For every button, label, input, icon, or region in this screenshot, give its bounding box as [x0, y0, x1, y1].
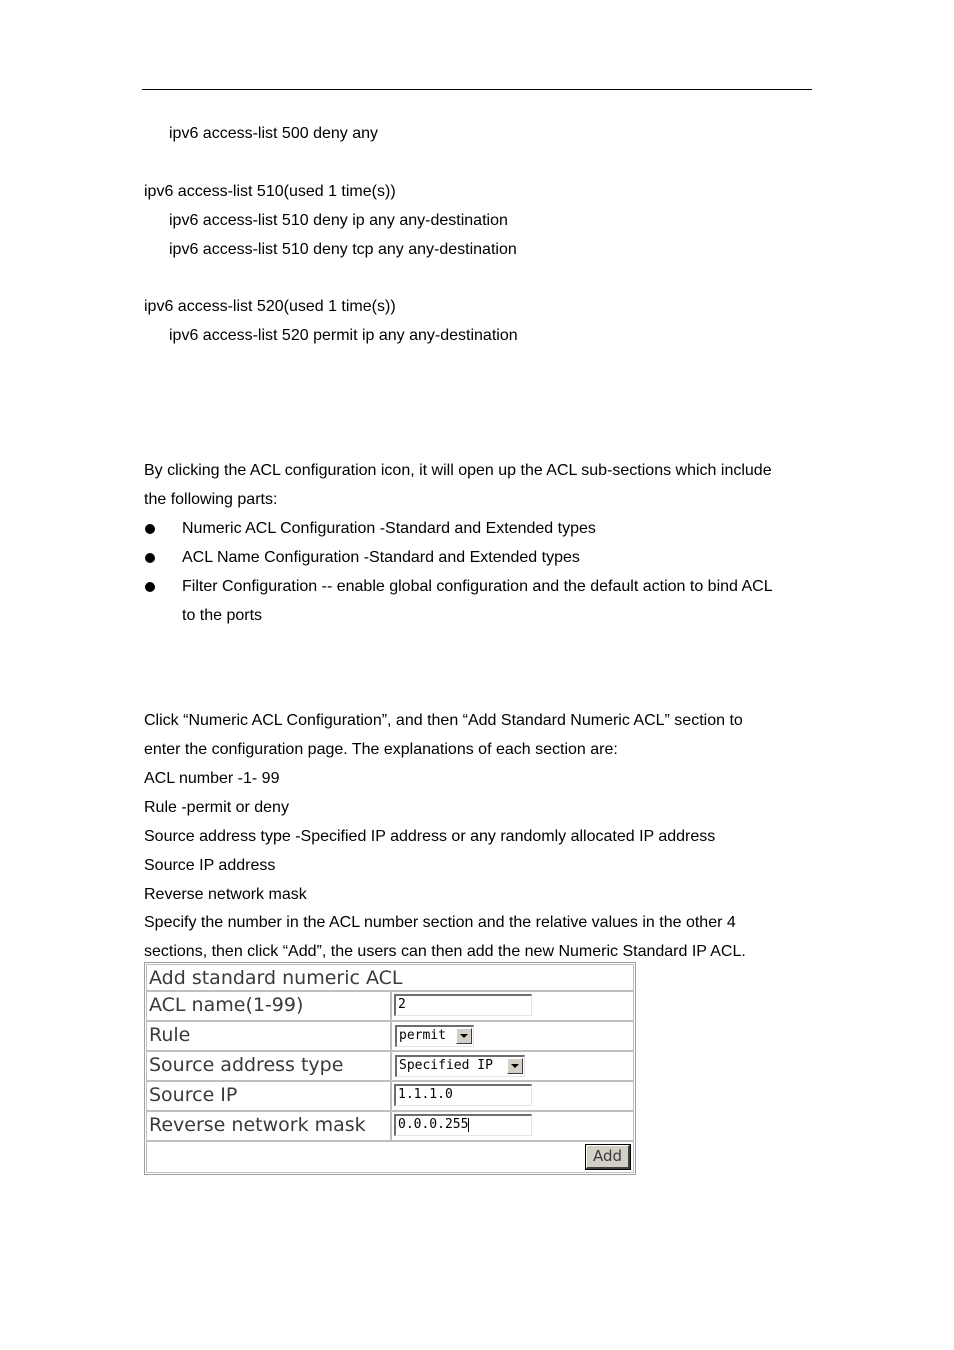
header-rule: [142, 89, 812, 90]
bullet-icon: [145, 582, 155, 592]
form-title: Add standard numeric ACL: [146, 964, 634, 991]
intro-text-line-1: By clicking the ACL configuration icon, it will open up the ACL sub-sections which include: [144, 462, 772, 479]
chevron-down-icon[interactable]: [507, 1058, 523, 1074]
code-line-510-tcp: ipv6 access-list 510 deny tcp any any-destination: [169, 241, 517, 258]
form-row-source-ip: [146, 1081, 634, 1111]
code-header-510: ipv6 access-list 510(used 1 time(s)): [144, 183, 396, 200]
source-ip-cell: [391, 1081, 634, 1111]
field-desc-source-type: Source address type -Specified IP address or any randomly allocated IP address: [144, 828, 716, 845]
form-row-source-type: [146, 1051, 634, 1081]
code-header-520: ipv6 access-list 520(used 1 time(s)): [144, 298, 396, 315]
field-desc-mask: Reverse network mask: [144, 886, 307, 903]
mask-input-value: 0.0.0.255: [398, 1117, 469, 1132]
bullet-icon: [145, 524, 155, 534]
add-standard-numeric-acl-form: [144, 962, 636, 1175]
source-ip-label: Source IP: [146, 1081, 391, 1111]
bullet-item-filter: Filter Configuration -- enable global configuration and the default action to bind ACL: [182, 578, 773, 595]
text-cursor: [468, 1118, 469, 1132]
source-type-select-value: Specified IP: [399, 1058, 493, 1073]
numeric-text-line-1: Click “Numeric ACL Configuration”, and then “Add Standard Numeric ACL” section to: [144, 712, 743, 729]
code-line-510-ip: ipv6 access-list 510 deny ip any any-destination: [169, 212, 508, 229]
numeric-text-line-4: sections, then click “Add”, the users can then add the new Numeric Standard IP ACL.: [144, 943, 746, 960]
acl-name-cell: [391, 991, 634, 1021]
form-row-acl-name: [146, 991, 634, 1021]
form-title-row: [146, 964, 634, 991]
bullet-item-acl-name: ACL Name Configuration -Standard and Extended types: [182, 549, 580, 566]
source-ip-input[interactable]: 1.1.1.0: [394, 1084, 532, 1106]
form-row-actions: [146, 1141, 634, 1173]
acl-name-label: ACL name(1-99): [146, 991, 391, 1021]
add-button[interactable]: Add: [586, 1145, 630, 1169]
numeric-text-line-3: Specify the number in the ACL number section and the relative values in the other 4: [144, 914, 736, 931]
field-desc-acl-number: ACL number -1- 99: [144, 770, 280, 787]
form-row-rule: [146, 1021, 634, 1051]
rule-select-value: permit: [399, 1028, 446, 1043]
code-line-520-ip: ipv6 access-list 520 permit ip any any-destination: [169, 327, 518, 344]
code-line-500: ipv6 access-list 500 deny any: [169, 125, 378, 142]
mask-cell: [391, 1111, 634, 1141]
acl-name-input[interactable]: 2: [394, 994, 532, 1016]
actions-cell: [146, 1141, 634, 1173]
form-row-mask: [146, 1111, 634, 1141]
source-type-select[interactable]: [395, 1055, 525, 1077]
mask-input[interactable]: [394, 1114, 532, 1136]
source-type-label: Source address type: [146, 1051, 391, 1081]
bullet-icon: [145, 553, 155, 563]
numeric-text-line-2: enter the configuration page. The explanations of each section are:: [144, 741, 618, 758]
rule-label: Rule: [146, 1021, 391, 1051]
bullet-item-filter-cont: to the ports: [182, 607, 263, 624]
rule-cell: [391, 1021, 634, 1051]
mask-label: Reverse network mask: [146, 1111, 391, 1141]
bullet-item-numeric-acl: Numeric ACL Configuration -Standard and Extended types: [182, 520, 596, 537]
field-desc-source-ip: Source IP address: [144, 857, 276, 874]
source-type-cell: [391, 1051, 634, 1081]
intro-text-line-2: the following parts:: [144, 491, 278, 508]
chevron-down-icon[interactable]: [456, 1028, 472, 1044]
field-desc-rule: Rule -permit or deny: [144, 799, 289, 816]
rule-select[interactable]: [395, 1025, 474, 1047]
